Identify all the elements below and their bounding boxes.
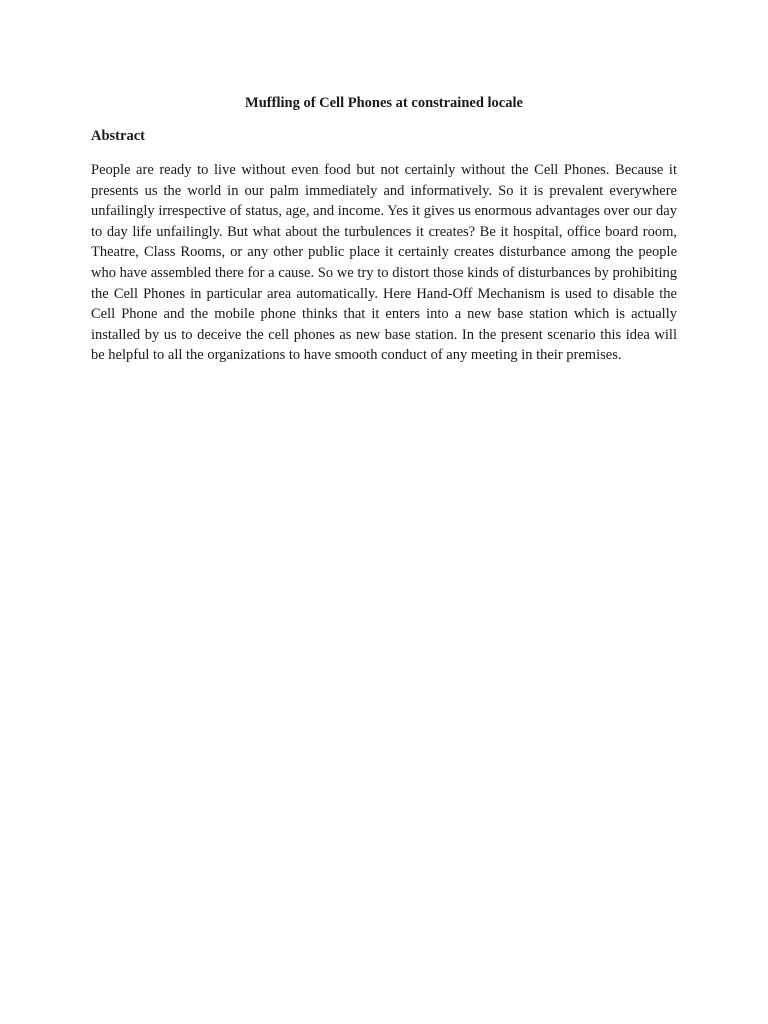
- abstract-body: People are ready to live without even food but not certainly without the Cell Phones. Because it presents us the world in our palm immediately and informatively. So it is prevalent everywhere unfailingly irrespective of status, age, and income. Yes it gives us enormous advantages over our day to day life unfailingly. But what about the turbulences it creates? Be it hospital, office board room, Theatre, Class Rooms, or any other public place it certainly creates disturbance among the people who have assembled there for a cause. So we try to distort those kinds of disturbances by prohibiting the Cell Phones in particular area automatically. Here Hand-Off Mechanism is used to disable the Cell Phone and the mobile phone thinks that it enters into a new base station which is actually installed by us to deceive the cell phones as new base station. In the present scenario this idea will be helpful to all the organizations to have smooth conduct of any meeting in their premises.: [91, 162, 677, 364]
- abstract-heading: Abstract: [91, 128, 145, 144]
- document-title: Muffling of Cell Phones at constrained locale: [245, 95, 523, 111]
